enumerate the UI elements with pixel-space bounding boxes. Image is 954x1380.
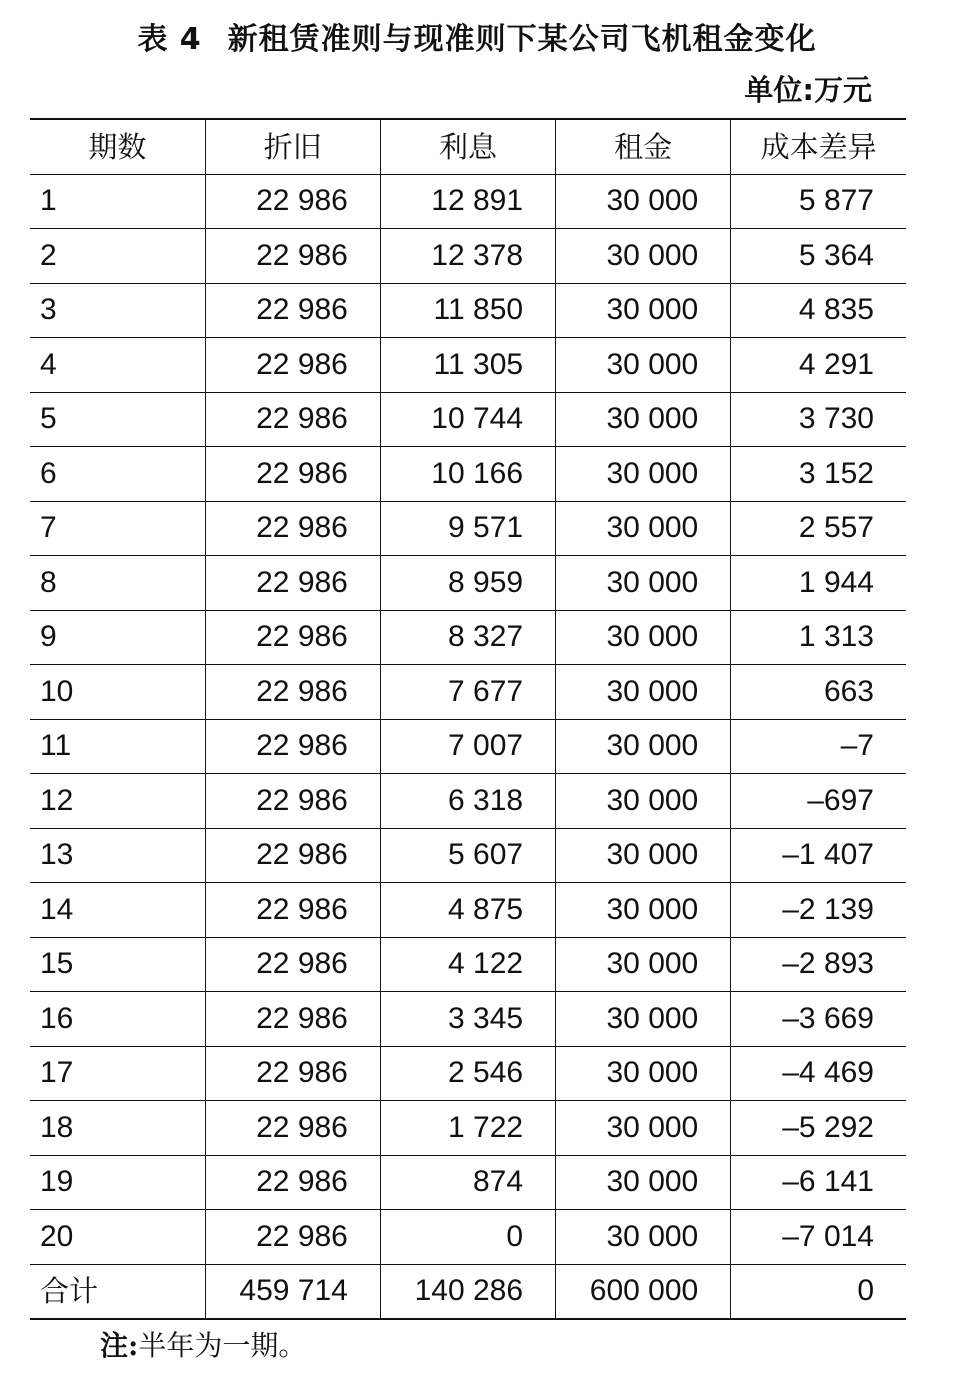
period-cell: 1: [30, 174, 205, 229]
table-row: [30, 610, 906, 665]
table-row: [30, 1210, 906, 1265]
rent-cell: 30 000: [556, 1101, 731, 1156]
rent-cell: 30 000: [556, 283, 731, 338]
period-cell: 17: [30, 1046, 205, 1101]
interest-cell: 11 305: [380, 338, 555, 393]
interest-cell: 1 722: [380, 1101, 555, 1156]
interest-cell: 7 677: [380, 665, 555, 720]
table-row: [30, 883, 906, 938]
cost-difference-cell: –7 014: [731, 1210, 906, 1265]
interest-cell: 11 850: [380, 283, 555, 338]
depreciation-cell: 22 986: [205, 719, 380, 774]
cost-difference-cell: 4 835: [731, 283, 906, 338]
cost-difference-cell: 5 364: [731, 229, 906, 284]
table-row: [30, 828, 906, 883]
period-cell: 15: [30, 937, 205, 992]
depreciation-cell: 22 986: [205, 229, 380, 284]
depreciation-cell: 459 714: [205, 1264, 380, 1319]
header-cost-difference: 成本差异: [731, 119, 906, 174]
depreciation-cell: 22 986: [205, 392, 380, 447]
depreciation-cell: 22 986: [205, 1155, 380, 1210]
interest-cell: 2 546: [380, 1046, 555, 1101]
cost-difference-cell: 3 730: [731, 392, 906, 447]
rent-cell: 30 000: [556, 338, 731, 393]
depreciation-cell: 22 986: [205, 501, 380, 556]
cost-difference-cell: –2 139: [731, 883, 906, 938]
interest-cell: 12 378: [380, 229, 555, 284]
table-body: [30, 174, 906, 1319]
cost-difference-cell: 1 313: [731, 610, 906, 665]
period-cell: 6: [30, 447, 205, 502]
cost-difference-cell: 0: [731, 1264, 906, 1319]
cost-difference-cell: –5 292: [731, 1101, 906, 1156]
table-row: [30, 283, 906, 338]
depreciation-cell: 22 986: [205, 665, 380, 720]
interest-cell: 7 007: [380, 719, 555, 774]
table-row: [30, 229, 906, 284]
period-cell: 2: [30, 229, 205, 284]
rent-cell: 30 000: [556, 828, 731, 883]
depreciation-cell: 22 986: [205, 610, 380, 665]
note-text: 半年为一期。: [138, 1329, 307, 1362]
cost-difference-cell: 4 291: [731, 338, 906, 393]
unit-label: 单位:万元: [744, 73, 872, 107]
rent-cell: 30 000: [556, 501, 731, 556]
rent-cell: 30 000: [556, 1046, 731, 1101]
rent-cell: 30 000: [556, 665, 731, 720]
cost-difference-cell: –7: [731, 719, 906, 774]
period-cell: 11: [30, 719, 205, 774]
rent-cell: 30 000: [556, 774, 731, 829]
cost-difference-cell: 5 877: [731, 174, 906, 229]
rent-cell: 30 000: [556, 1210, 731, 1265]
table-row: [30, 665, 906, 720]
depreciation-cell: 22 986: [205, 828, 380, 883]
period-cell: 9: [30, 610, 205, 665]
period-cell: 合计: [30, 1264, 205, 1319]
header-rent: 租金: [556, 119, 731, 174]
period-cell: 5: [30, 392, 205, 447]
period-cell: 8: [30, 556, 205, 611]
interest-cell: 8 959: [380, 556, 555, 611]
period-cell: 14: [30, 883, 205, 938]
rent-cell: 30 000: [556, 174, 731, 229]
table-row: [30, 719, 906, 774]
cost-difference-cell: –1 407: [731, 828, 906, 883]
rent-cell: 30 000: [556, 610, 731, 665]
depreciation-cell: 22 986: [205, 1210, 380, 1265]
table-row: [30, 447, 906, 502]
cost-difference-cell: 1 944: [731, 556, 906, 611]
interest-cell: 3 345: [380, 992, 555, 1047]
depreciation-cell: 22 986: [205, 447, 380, 502]
table-row: [30, 1046, 906, 1101]
lease-cost-table: [30, 118, 906, 1320]
interest-cell: 9 571: [380, 501, 555, 556]
cost-difference-cell: 3 152: [731, 447, 906, 502]
period-cell: 4: [30, 338, 205, 393]
period-cell: 19: [30, 1155, 205, 1210]
table-row: [30, 392, 906, 447]
interest-cell: 10 744: [380, 392, 555, 447]
interest-cell: 8 327: [380, 610, 555, 665]
interest-cell: 12 891: [380, 174, 555, 229]
cost-difference-cell: –4 469: [731, 1046, 906, 1101]
rent-cell: 30 000: [556, 883, 731, 938]
depreciation-cell: 22 986: [205, 937, 380, 992]
interest-cell: 874: [380, 1155, 555, 1210]
table-row: [30, 338, 906, 393]
table-note: [100, 1326, 306, 1366]
depreciation-cell: 22 986: [205, 338, 380, 393]
table-row: [30, 556, 906, 611]
period-cell: 3: [30, 283, 205, 338]
rent-cell: 30 000: [556, 992, 731, 1047]
interest-cell: 5 607: [380, 828, 555, 883]
rent-cell: 30 000: [556, 719, 731, 774]
depreciation-cell: 22 986: [205, 774, 380, 829]
depreciation-cell: 22 986: [205, 1046, 380, 1101]
interest-cell: 4 875: [380, 883, 555, 938]
period-cell: 12: [30, 774, 205, 829]
rent-cell: 30 000: [556, 937, 731, 992]
rent-cell: 30 000: [556, 556, 731, 611]
table-row: [30, 1155, 906, 1210]
rent-cell: 600 000: [556, 1264, 731, 1319]
total-row: [30, 1264, 906, 1319]
cost-difference-cell: –697: [731, 774, 906, 829]
header-period: 期数: [88, 129, 147, 164]
interest-cell: 0: [380, 1210, 555, 1265]
depreciation-cell: 22 986: [205, 556, 380, 611]
period-cell: 10: [30, 665, 205, 720]
table-row: [30, 992, 906, 1047]
table-row: [30, 937, 906, 992]
table-title-text: 新租赁准则与现准则下某公司飞机租金变化: [227, 22, 817, 57]
rent-cell: 30 000: [556, 447, 731, 502]
table-row: [30, 501, 906, 556]
period-cell: 7: [30, 501, 205, 556]
table-title: [0, 18, 954, 62]
interest-cell: 140 286: [380, 1264, 555, 1319]
cost-difference-cell: 663: [731, 665, 906, 720]
cost-difference-cell: 2 557: [731, 501, 906, 556]
note-label: 注:: [100, 1329, 139, 1362]
cost-difference-cell: –6 141: [731, 1155, 906, 1210]
interest-cell: 10 166: [380, 447, 555, 502]
period-cell: 20: [30, 1210, 205, 1265]
depreciation-cell: 22 986: [205, 1101, 380, 1156]
table-number: 表 4: [137, 22, 202, 57]
interest-cell: 4 122: [380, 937, 555, 992]
header-row: [30, 119, 906, 174]
table-row: [30, 774, 906, 829]
rent-cell: 30 000: [556, 392, 731, 447]
header-depreciation: 折旧: [205, 119, 380, 174]
depreciation-cell: 22 986: [205, 174, 380, 229]
rent-cell: 30 000: [556, 1155, 731, 1210]
period-cell: 13: [30, 828, 205, 883]
period-cell: 18: [30, 1101, 205, 1156]
depreciation-cell: 22 986: [205, 883, 380, 938]
header-interest: 利息: [380, 119, 555, 174]
table-row: [30, 1101, 906, 1156]
period-cell: 16: [30, 992, 205, 1047]
rent-cell: 30 000: [556, 229, 731, 284]
interest-cell: 6 318: [380, 774, 555, 829]
depreciation-cell: 22 986: [205, 283, 380, 338]
depreciation-cell: 22 986: [205, 992, 380, 1047]
cost-difference-cell: –3 669: [731, 992, 906, 1047]
cost-difference-cell: –2 893: [731, 937, 906, 992]
table-row: [30, 174, 906, 229]
